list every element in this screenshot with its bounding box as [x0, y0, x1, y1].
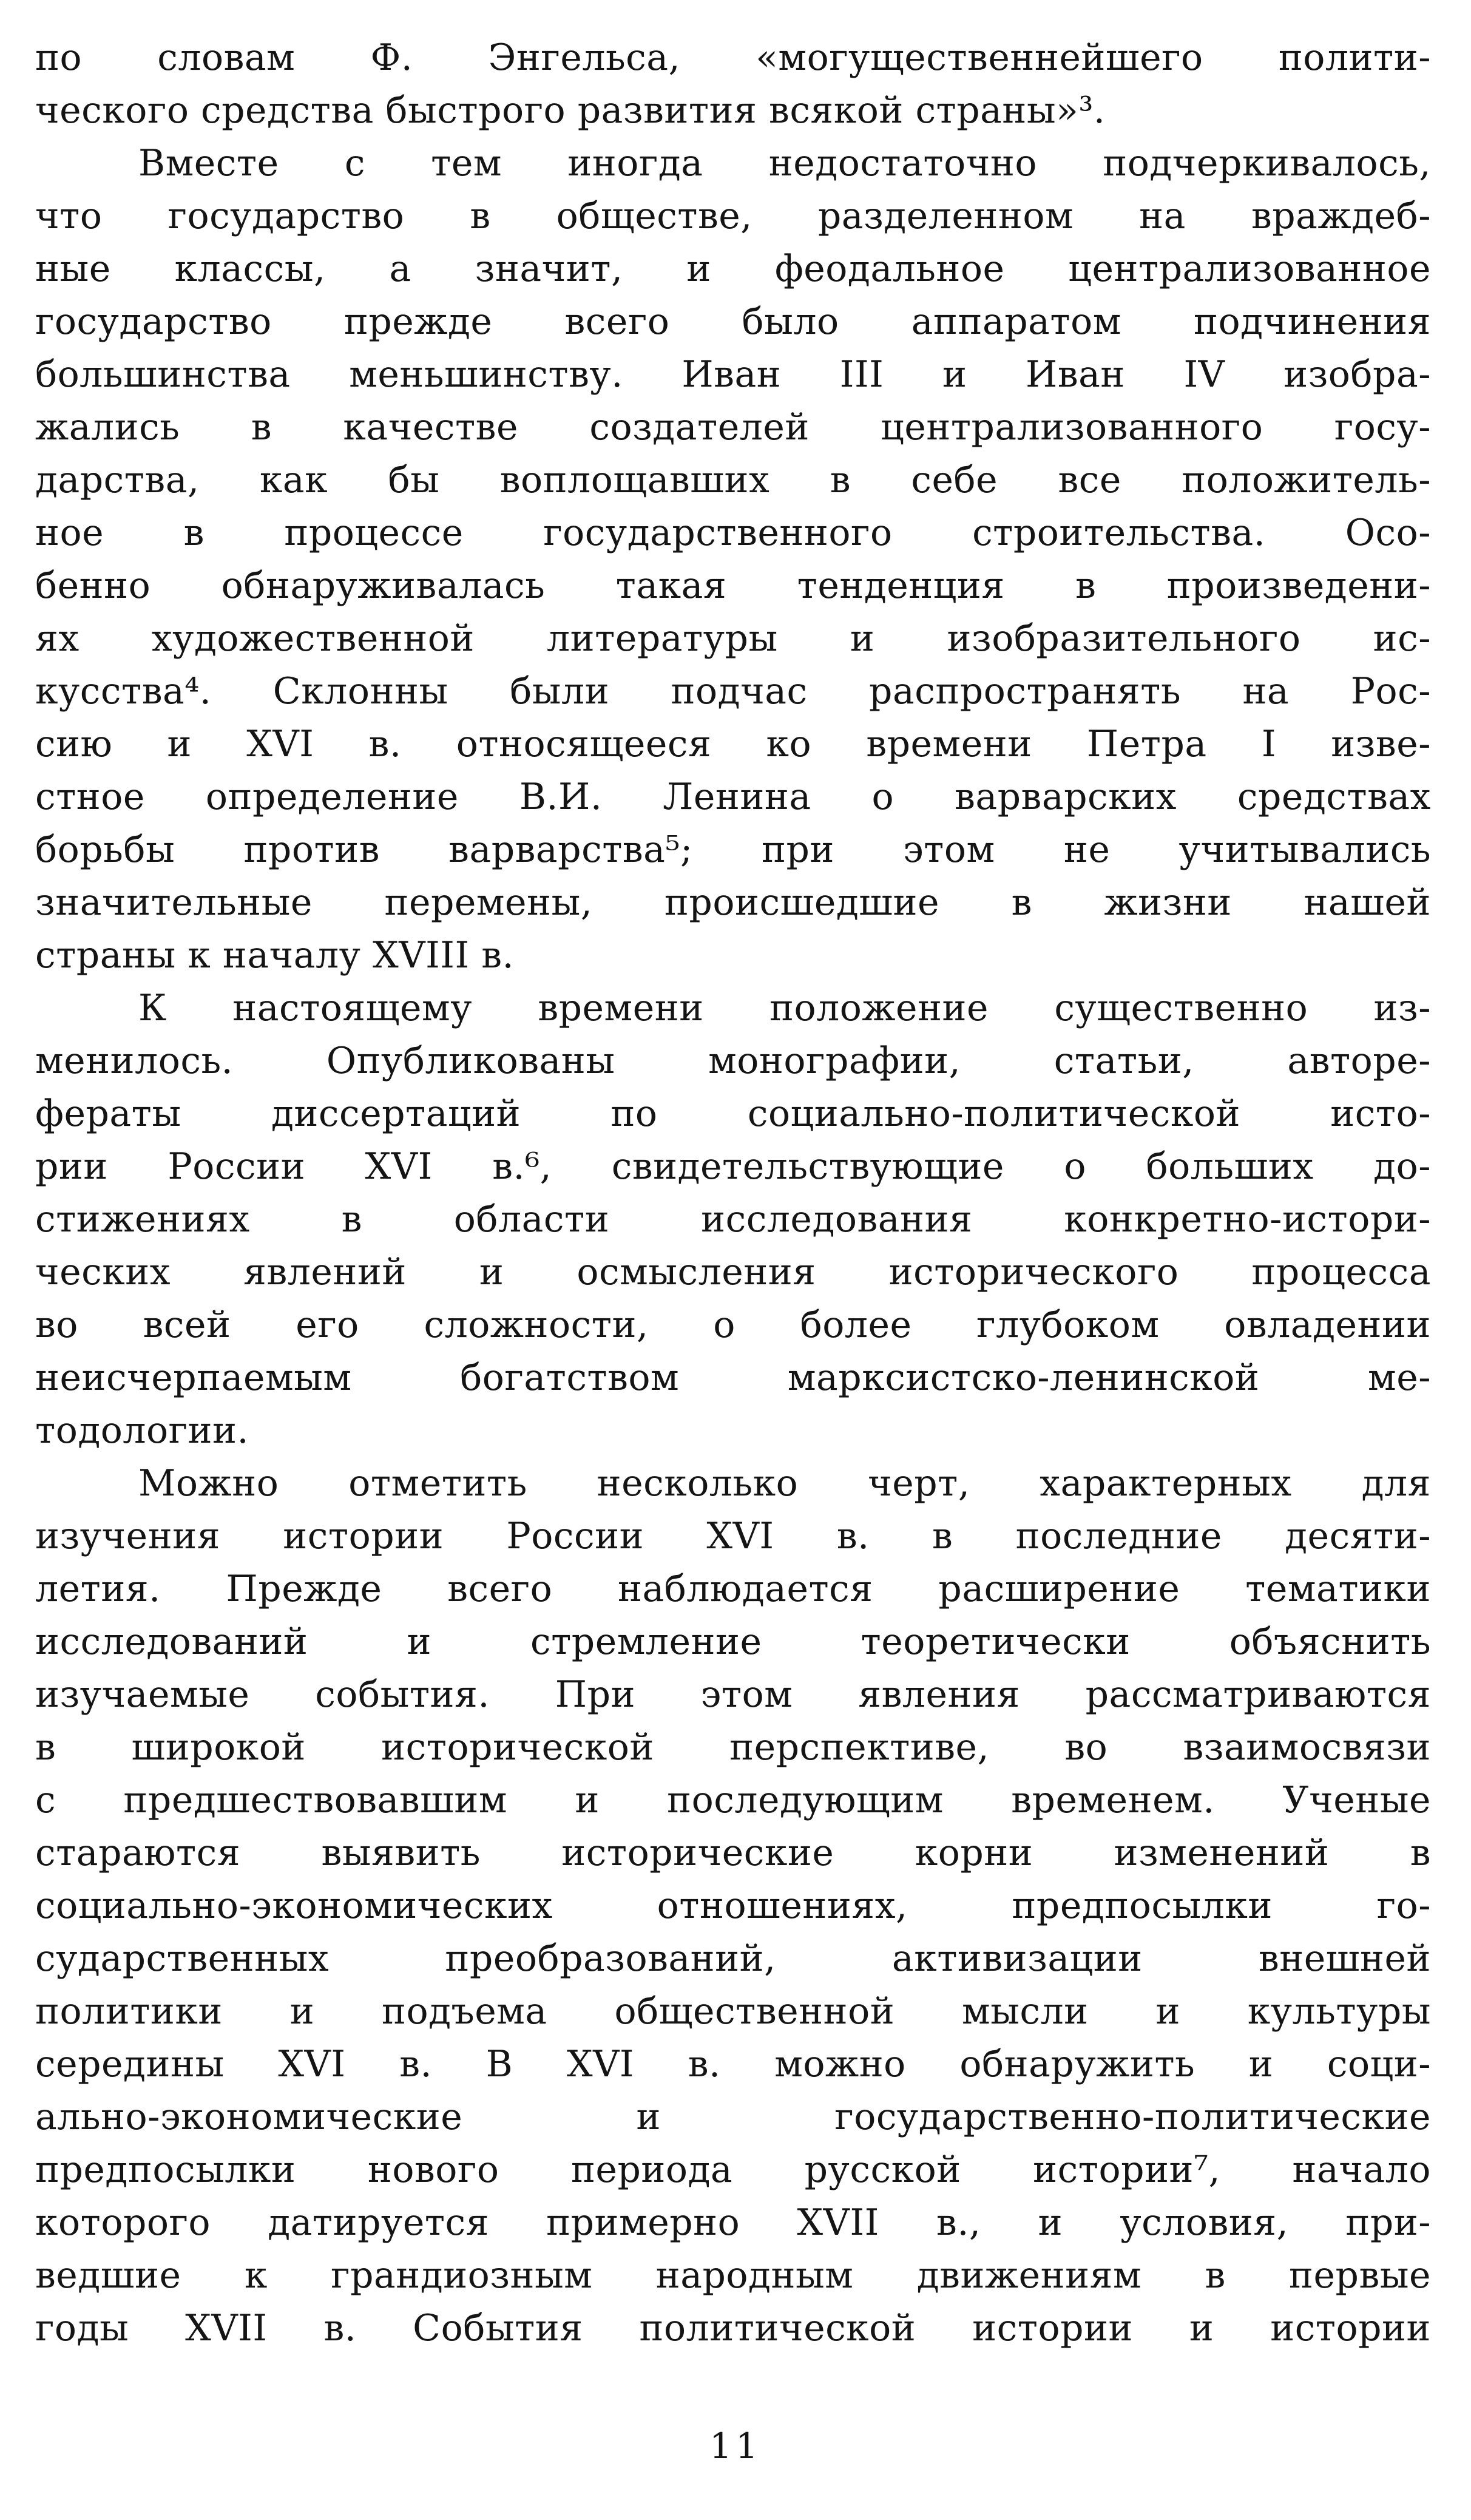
text-line: государство прежде всего было аппаратом подчинения: [35, 300, 1431, 343]
paragraph-3: [35, 982, 1431, 1457]
text-line: исследований и стремление теоретически объяснить: [35, 1621, 1431, 1663]
text-line: изучения истории России XVI в. в последние десяти-: [35, 1515, 1431, 1557]
text-line: ведшие к грандиозным народным движениям в первые: [35, 2254, 1431, 2297]
paragraph-4: [35, 1457, 1431, 2355]
page-number: 11: [709, 2425, 762, 2467]
paragraph-2: [35, 137, 1431, 982]
text-line: фераты диссертаций по социально-политической исто-: [35, 1092, 1431, 1135]
text-line: дарства, как бы воплощавших в себе все положитель-: [35, 459, 1431, 501]
text-line: политики и подъема общественной мысли и культуры: [35, 1990, 1431, 2033]
text-line: большинства меньшинству. Иван III и Иван IV изобра-: [35, 353, 1431, 396]
text-line: Вместе с тем иногда недостаточно подчеркивалось,: [138, 142, 1431, 185]
text-line: борьбы против варварства⁵; при этом не учитывались: [35, 828, 1431, 871]
text-line: Можно отметить несколько черт, характерных для: [138, 1462, 1431, 1505]
text-line: ях художественной литературы и изобразительного ис-: [35, 617, 1431, 660]
text-line: летия. Прежде всего наблюдается расширение тематики: [35, 1568, 1431, 1610]
text-line: значительные перемены, происшедшие в жизни нашей: [35, 881, 1431, 924]
text-line: ные классы, а значит, и феодальное централизованное: [35, 248, 1431, 290]
text-line: менилось. Опубликованы монографии, статьи, авторе-: [35, 1040, 1431, 1082]
text-line: по словам Ф. Энгельса, «могущественнейшего полити-: [35, 36, 1431, 79]
text-line: которого датируется примерно XVII в., и условия, при-: [35, 2201, 1431, 2244]
text-line: во всей его сложности, о более глубоком овладении: [35, 1304, 1431, 1346]
text-line: в широкой исторической перспективе, во взаимосвязи: [35, 1726, 1431, 1769]
text-line: стараются выявить исторические корни изменений в: [35, 1832, 1431, 1874]
text-line: К настоящему времени положение существенно из-: [138, 987, 1431, 1029]
text-line: сударственных преобразований, активизации внешней: [35, 1937, 1431, 1980]
book-page: [35, 32, 1431, 2355]
text-line: ально-экономические и государственно-политические: [35, 2096, 1431, 2138]
text-line: с предшествовавшим и последующим временем. Ученые: [35, 1779, 1431, 1821]
text-line: бенно обнаруживалась такая тенденция в произведени-: [35, 564, 1431, 607]
text-line: стное определение В.И. Ленина о варварских средствах: [35, 776, 1431, 818]
text-line: страны к началу XVIII в.: [35, 934, 515, 977]
text-line: середины XVI в. В XVI в. можно обнаружить и соци-: [35, 2043, 1431, 2085]
text-line: тодологии.: [35, 1409, 249, 1452]
text-line: предпосылки нового периода русской истории⁷, начало: [35, 2149, 1431, 2191]
text-line: сию и XVI в. относящееся ко времени Петра I изве-: [35, 723, 1431, 765]
text-line: годы XVII в. События политической истории и истории: [35, 2307, 1431, 2349]
text-line: стижениях в области исследования конкретно-истори-: [35, 1198, 1431, 1241]
text-line: ческих явлений и осмысления исторического процесса: [35, 1251, 1431, 1293]
text-line: что государство в обществе, разделенном на враждеб-: [35, 195, 1431, 237]
text-line: жались в качестве создателей централизованного госу-: [35, 406, 1431, 449]
text-line: ное в процессе государственного строительства. Осо-: [35, 512, 1431, 554]
text-line: ческого средства быстрого развития всякой страны»³.: [35, 89, 1106, 132]
text-line: рии России XVI в.⁶, свидетельствующие о больших до-: [35, 1145, 1431, 1188]
text-line: изучаемые события. При этом явления рассматриваются: [35, 1673, 1431, 1716]
text-line: кусства⁴. Склонны были подчас распространять на Рос-: [35, 670, 1431, 713]
text-line: неисчерпаемым богатством марксистско-ленинской ме-: [35, 1357, 1431, 1399]
paragraph-1: [35, 32, 1431, 137]
text-line: социально-экономических отношениях, предпосылки го-: [35, 1885, 1431, 1927]
